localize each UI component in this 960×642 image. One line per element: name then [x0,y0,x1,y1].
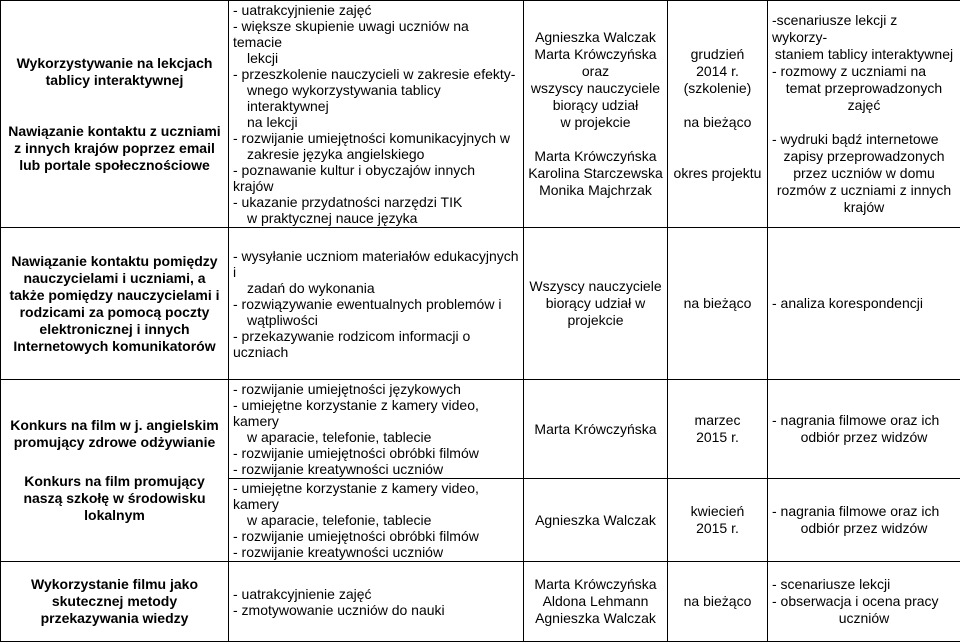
goal-line: - przekazywanie rodzicom informacji o uczniach [233,328,519,360]
goals-cell [229,1,524,228]
goal-line: - ukazanie przydatności narzędzi TIK [233,194,519,210]
deadline-text: 2015 r. [672,429,763,446]
topic-cell [1,228,229,380]
table-row [1,562,960,642]
responsible-person: Monika Majchrzak [528,182,663,199]
deadline-text: grudzień [672,46,763,63]
goal-line: - rozwijanie umiejętności obróbki filmów [233,528,519,544]
responsible-person: wszyscy nauczyciele [528,80,663,97]
responsible-person: Aldona Lehmann [528,593,663,610]
responsible-cell [524,1,668,228]
topic-title: Konkurs na film w j. angielskim promujący zdrowe odżywianie [5,417,224,451]
topic-spacer [5,89,224,123]
evaluation-line: krajów [772,199,956,216]
goal-line: - rozwijanie umiejętności komunikacyjnych w [233,130,519,146]
goal-line: - rozwiązywanie ewentualnych problemów i [233,296,519,312]
evaluation-line: - scenariusze lekcji [772,576,956,593]
goal-line: - większe skupienie uwagi uczniów na temacie [233,18,519,50]
responsible-person: projekcie [528,312,663,329]
deadline-text: 2014 r. [672,63,763,80]
deadline-text: na bieżąco [672,295,763,312]
responsible-person: Marta Krówczyńska [528,576,663,593]
topic-cell [1,562,229,642]
deadline-cell [668,562,768,642]
evaluation-line: - obserwacja i ocena pracy [772,593,956,610]
goal-line: - umiejętne korzystanie z kamery video, kamery [233,480,519,512]
goal-line: - poznawanie kultur i obyczajów innych krajów [233,162,519,194]
goal-line: zakresie języka angielskiego [233,146,519,162]
responsible-person: Agnieszka Walczak [528,610,663,627]
responsible-person: Agnieszka Walczak [528,29,663,46]
evaluation-line: przez uczniów w domu [772,165,956,182]
goal-line: - rozwijanie kreatywności uczniów [233,461,519,477]
evaluation-line: - nagrania filmowe oraz ich [772,503,956,520]
deadline-text [672,131,763,148]
deadline-text: kwiecień [672,503,763,520]
responsible-person: Marta Krówczyńska [528,46,663,63]
evaluation-line: staniem tablicy interaktywnej [772,46,956,63]
goal-line: w aparacie, telefonie, tablecie [233,429,519,445]
deadline-text [672,97,763,114]
evaluation-cell [768,380,960,479]
topic-cell [1,380,229,562]
evaluation-line: odbiór przez widzów [772,520,956,537]
responsible-person: Marta Krówczyńska [528,421,663,438]
deadline-cell [668,479,768,562]
goal-line: - zmotywowanie uczniów do nauki [233,602,519,618]
evaluation-line: zapisy przeprowadzonych [772,148,956,165]
table-row [1,228,960,380]
topic-title: Wykorzystanie filmu jako skutecznej metody przekazywania wiedzy [5,576,224,627]
topic-title: Wykorzystywanie na lekcjach tablicy interaktywnej [5,55,224,89]
goal-line: wątpliwości [233,312,519,328]
goal-line: - rozwijanie kreatywności uczniów [233,544,519,560]
evaluation-line: rozmów z uczniami z innych [772,182,956,199]
goal-line: zadań do wykonania [233,280,519,296]
goal-line: - przeszkolenie nauczycieli w zakresie efekty- [233,66,519,82]
goal-line: - wysyłanie uczniom materiałów edukacyjnych i [233,248,519,280]
table-body [1,1,960,642]
goals-cell [229,562,524,642]
evaluation-cell [768,228,960,380]
topic-title: Nawiązanie kontaktu pomiędzy nauczycielami i uczniami, a także pomiędzy nauczycielami i rodzicami za pomocą poczty elektronicznej i innych Internetowych komunikatorów [5,253,224,355]
goal-line: wnego wykorzystywania tablicy interaktywnej [233,82,519,114]
evaluation-line: odbiór przez widzów [772,429,956,446]
responsible-person: biorący udział [528,97,663,114]
deadline-text: marzec [672,412,763,429]
deadline-text: na bieżąco [672,593,763,610]
deadline-text: na bieżąco [672,114,763,131]
evaluation-line [772,114,956,131]
evaluation-line: zajęć [772,97,956,114]
responsible-cell [524,380,668,479]
goal-line: na lekcji [233,114,519,130]
goal-line: - rozwijanie umiejętności językowych [233,381,519,397]
deadline-text: (szkolenie) [672,80,763,97]
responsible-cell [524,479,668,562]
goal-line: w praktycznej nauce języka [233,210,519,226]
deadline-text [672,148,763,165]
deadline-cell [668,380,768,479]
goal-line: - umiejętne korzystanie z kamery video, kamery [233,397,519,429]
topic-cell [1,1,229,228]
goal-line: lekcji [233,50,519,66]
evaluation-cell [768,479,960,562]
evaluation-line: temat przeprowadzonych [772,80,956,97]
goal-line: w aparacie, telefonie, tablecie [233,512,519,528]
evaluation-cell [768,1,960,228]
table-row [1,1,960,228]
evaluation-line: - nagrania filmowe oraz ich [772,412,956,429]
responsible-cell [524,228,668,380]
table-row [1,380,960,479]
responsible-person [528,131,663,148]
deadline-text: okres projektu [672,165,763,182]
responsible-person: Marta Krówczyńska [528,148,663,165]
deadline-cell [668,228,768,380]
responsible-person: Karolina Starczewska [528,165,663,182]
evaluation-line: uczniów [772,610,956,627]
goals-cell [229,479,524,562]
deadline-cell [668,1,768,228]
goal-line: - uatrakcyjnienie zajęć [233,2,519,18]
goal-line: - rozwijanie umiejętności obróbki filmów [233,445,519,461]
responsible-person: oraz [528,63,663,80]
evaluation-line: -scenariusze lekcji z wykorzy- [772,12,956,46]
evaluation-line: - rozmowy z uczniami na [772,63,956,80]
goals-cell [229,380,524,479]
responsible-person: Agnieszka Walczak [528,512,663,529]
evaluation-line: - wydruki bądź internetowe [772,131,956,148]
evaluation-cell [768,562,960,642]
deadline-text: 2015 r. [672,520,763,537]
responsible-cell [524,562,668,642]
responsible-person: w projekcie [528,114,663,131]
goals-cell [229,228,524,380]
topic-title: Nawiązanie kontaktu z uczniami z innych krajów poprzez email lub portale społecznościowe [5,123,224,174]
responsible-person: biorący udział w [528,295,663,312]
evaluation-line: - analiza korespondencji [772,295,956,312]
goal-line: - uatrakcyjnienie zajęć [233,586,519,602]
topic-spacer [5,451,224,473]
topic-title: Konkurs na film promujący naszą szkołę w środowisku lokalnym [5,473,224,524]
responsible-person: Wszyscy nauczyciele [528,278,663,295]
